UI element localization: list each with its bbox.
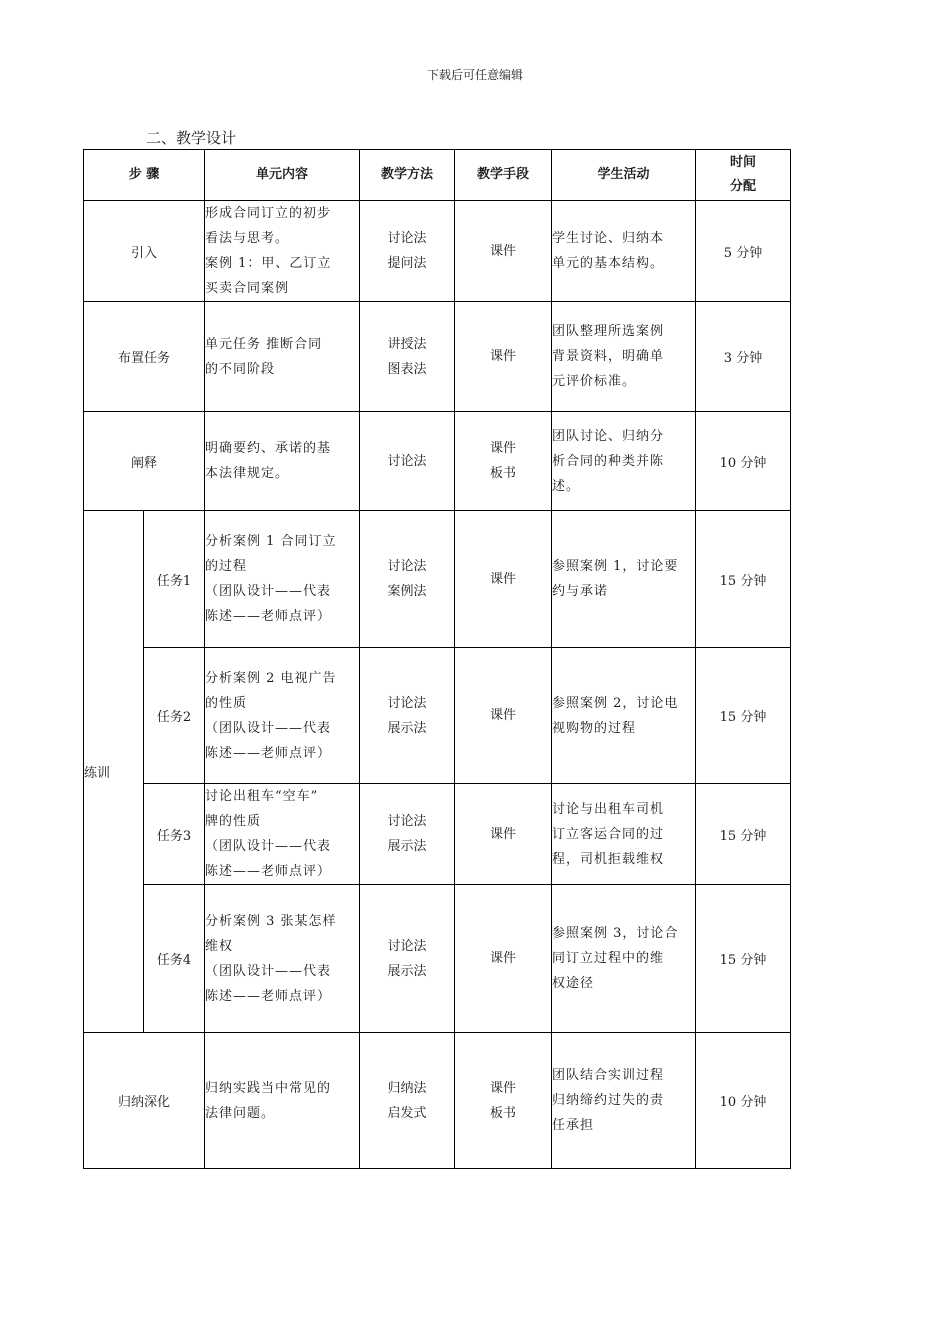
content-cell: 归纳实践当中常见的 法律问题。 [205, 1033, 360, 1169]
col-header-means: 教学手段 [455, 150, 552, 201]
means-cell: 课件 [455, 302, 552, 412]
table-header-row [84, 150, 791, 201]
means-cell: 课件 板书 [455, 1033, 552, 1169]
means-cell: 课件 [455, 885, 552, 1033]
content-cell: 形成合同订立的初步 看法与思考。 案例 1：甲、乙订立 买卖合同案例 [205, 201, 360, 302]
means-cell: 课件 板书 [455, 412, 552, 511]
activity-cell: 学生讨论、归纳本 单元的基本结构。 [552, 201, 696, 302]
activity-cell: 参照案例 2，讨论电 视购物的过程 [552, 648, 696, 784]
table-row [84, 1033, 791, 1169]
activity-cell: 团队整理所选案例 背景资料，明确单 元评价标准。 [552, 302, 696, 412]
time-cell: 15 分钟 [696, 784, 791, 885]
activity-cell: 团队结合实训过程 归纳缔约过失的责 任承担 [552, 1033, 696, 1169]
practice-label-cell: 练训 [84, 511, 144, 1033]
col-header-content: 单元内容 [205, 150, 360, 201]
means-cell: 课件 [455, 511, 552, 648]
time-cell: 10 分钟 [696, 1033, 791, 1169]
method-cell: 讨论法 展示法 [360, 885, 455, 1033]
table-row [84, 511, 791, 648]
teaching-design-table [83, 149, 791, 1169]
activity-cell: 讨论与出租车司机 订立客运合同的过 程，司机拒载维权 [552, 784, 696, 885]
table-row [84, 885, 791, 1033]
col-header-time: 时间 分配 [696, 150, 791, 201]
task-cell: 任务1 [144, 511, 205, 648]
method-cell: 讨论法 案例法 [360, 511, 455, 648]
content-cell: 分析案例 2 电视广告 的性质 （团队设计——代表 陈述——老师点评） [205, 648, 360, 784]
table-row [84, 412, 791, 511]
col-header-activity: 学生活动 [552, 150, 696, 201]
table-row [84, 302, 791, 412]
means-cell: 课件 [455, 648, 552, 784]
step-cell: 引入 [84, 201, 205, 302]
content-cell: 讨论出租车“空车” 牌的性质 （团队设计——代表 陈述——老师点评） [205, 784, 360, 885]
method-cell: 讨论法 提问法 [360, 201, 455, 302]
table-row [84, 648, 791, 784]
table-row [84, 201, 791, 302]
method-cell: 讨论法 展示法 [360, 784, 455, 885]
content-cell: 分析案例 1 合同订立 的过程 （团队设计——代表 陈述——老师点评） [205, 511, 360, 648]
task-cell: 任务2 [144, 648, 205, 784]
step-cell: 阐释 [84, 412, 205, 511]
means-cell: 课件 [455, 201, 552, 302]
method-cell: 讨论法 展示法 [360, 648, 455, 784]
header-note: 下载后可任意编辑 [426, 68, 523, 82]
means-cell: 课件 [455, 784, 552, 885]
table-row [84, 784, 791, 885]
method-cell: 讲授法 图表法 [360, 302, 455, 412]
step-cell: 归纳深化 [84, 1033, 205, 1169]
content-cell: 分析案例 3 张某怎样 维权 （团队设计——代表 陈述——老师点评） [205, 885, 360, 1033]
method-cell: 归纳法 启发式 [360, 1033, 455, 1169]
time-cell: 15 分钟 [696, 648, 791, 784]
task-cell: 任务3 [144, 784, 205, 885]
col-header-method: 教学方法 [360, 150, 455, 201]
content-cell: 明确要约、承诺的基 本法律规定。 [205, 412, 360, 511]
activity-cell: 团队讨论、归纳分 析合同的种类并陈 述。 [552, 412, 696, 511]
section-title: 二、教学设计 [146, 129, 237, 147]
time-cell: 15 分钟 [696, 885, 791, 1033]
time-cell: 10 分钟 [696, 412, 791, 511]
task-cell: 任务4 [144, 885, 205, 1033]
step-cell: 布置任务 [84, 302, 205, 412]
content-cell: 单元任务 推断合同 的不同阶段 [205, 302, 360, 412]
time-cell: 5 分钟 [696, 201, 791, 302]
method-cell: 讨论法 [360, 412, 455, 511]
activity-cell: 参照案例 1，讨论要 约与承诺 [552, 511, 696, 648]
col-header-step: 步 骤 [84, 150, 205, 201]
time-cell: 3 分钟 [696, 302, 791, 412]
time-cell: 15 分钟 [696, 511, 791, 648]
activity-cell: 参照案例 3，讨论合 同订立过程中的维 权途径 [552, 885, 696, 1033]
